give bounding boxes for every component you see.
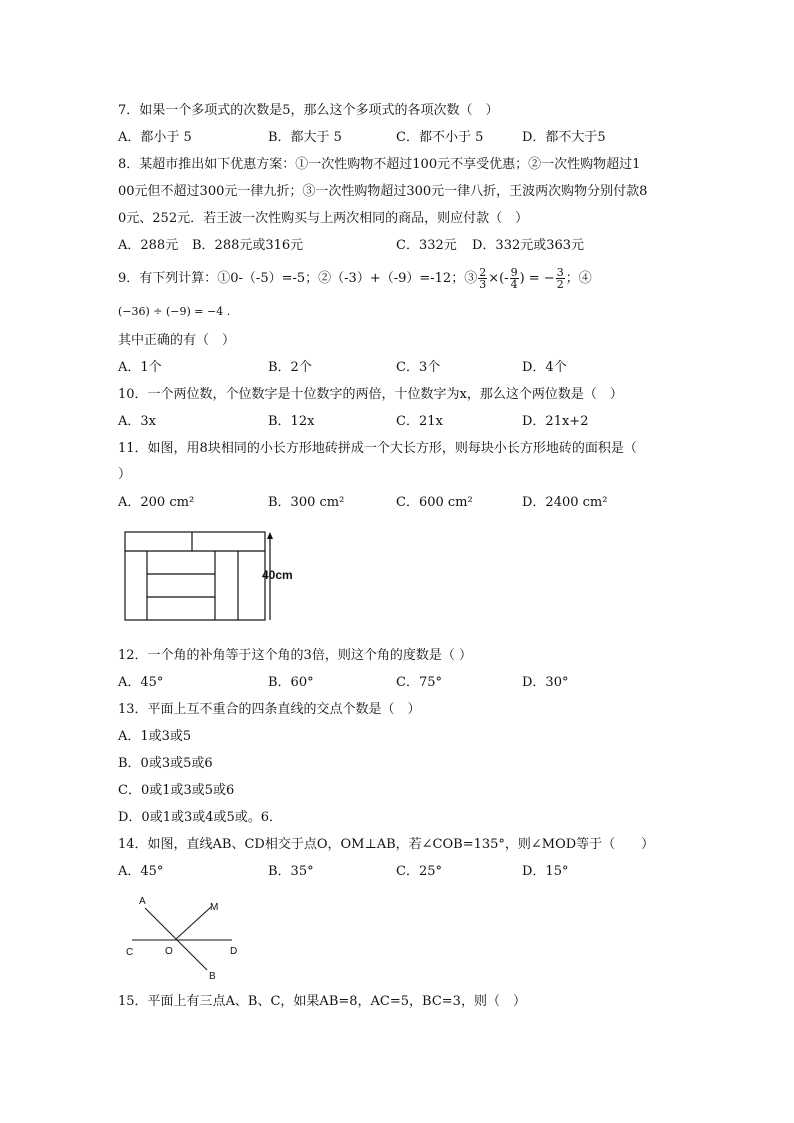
q15-stem: 15．平面上有三点A、B、C，如果AB=8，AC=5，BC=3，则（ ） (118, 994, 526, 1009)
q8-line-2: 00元但不超过300元一律九折；③一次性购物超过300元一律八折，王波两次购物分别付款8 (118, 184, 648, 199)
q13-option-a: A．1或3或5 (118, 729, 192, 744)
q10-stem: 10．一个两位数，个位数字是十位数字的两倍，十位数字为x，那么这个两位数是（ ） (118, 387, 623, 402)
q12-option-d: D．30° (522, 675, 569, 690)
q14-option-c: C．25° (396, 864, 442, 879)
q13-option-c: C．0或1或3或5或6 (118, 783, 235, 798)
q8-option-c: C．332元 (396, 238, 457, 253)
q13-option-b: B．0或3或5或6 (118, 756, 213, 771)
q10-option-a: A．3x (118, 414, 156, 429)
q9-option-b: B．2个 (268, 360, 312, 375)
outer-rectangle (125, 532, 265, 620)
q9-part2: ；④ (565, 271, 592, 286)
intersecting-lines-diagram (118, 890, 248, 982)
q7-option-d: D．都不大于5 (522, 130, 606, 145)
q9-fraction-1-num: 2 (479, 266, 487, 279)
q7-option-a: A．都小于 5 (118, 130, 192, 145)
q9-part1: 9．有下列计算：①0-（-5）=-5；②（-3）+（-9）=-12；③ (118, 271, 478, 286)
q13-option-d: D．0或1或3或4或5或。6． (118, 810, 283, 825)
q10-option-c: C．21x (396, 414, 443, 429)
q10-option-b: B．12x (268, 414, 315, 429)
q7-option-c: C．都不小于 5 (396, 130, 484, 145)
q9-fraction-2 (510, 267, 519, 290)
q7-stem: 7．如果一个多项式的次数是5，那么这个多项式的各项次数（ ） (118, 103, 499, 118)
q9-times: ×(- (488, 271, 509, 286)
ray-om (176, 907, 211, 939)
q9-option-d: D．4个 (522, 360, 567, 375)
q11-figure-label: 40cm (262, 568, 293, 582)
label-a: A (139, 896, 146, 907)
q8-line-1: 8．某超市推出如下优惠方案：①一次性购物不超过100元不享受优惠；②一次性购物超过1 (118, 157, 641, 172)
q9-line-2: (−36) ÷ (−9) = −4 . (118, 305, 231, 318)
q12-option-a: A．45° (118, 675, 164, 690)
q9-fraction-2-den: 4 (510, 278, 518, 291)
q12-stem: 12．一个角的补角等于这个角的3倍，则这个角的度数是（ ） (118, 648, 472, 663)
label-o: O (165, 946, 173, 957)
q8-option-d: D．332元或363元 (472, 238, 585, 253)
q11-stem: 11．如图，用8块相同的小长方形地砖拼成一个大长方形，则每块小长方形地砖的面积是（ (118, 441, 637, 456)
q11-figure (120, 528, 310, 628)
q9-fraction-3 (556, 267, 565, 290)
label-c: C (126, 947, 134, 958)
label-m: M (210, 902, 219, 913)
q9-fraction-2-num: 9 (510, 266, 518, 279)
q14-figure (118, 890, 248, 982)
q7-option-b: B．都大于 5 (268, 130, 342, 145)
q9-option-a: A．1个 (118, 360, 162, 375)
dimension-arrow-up (267, 532, 273, 539)
q9-fraction-3-den: 2 (556, 278, 564, 291)
q11-stem-2: ） (118, 467, 132, 482)
q12-option-c: C．75° (396, 675, 442, 690)
q11-option-d: D．2400 cm² (522, 495, 608, 510)
q8-option-b: B．288元或316元 (192, 238, 304, 253)
q11-option-c: C．600 cm² (396, 495, 473, 510)
q11-option-b: B．300 cm² (268, 495, 345, 510)
q11-option-a: A．200 cm² (118, 495, 195, 510)
label-b: B (209, 971, 216, 982)
q14-option-a: A．45° (118, 864, 164, 879)
q8-option-a: A．288元 (118, 238, 179, 253)
q12-option-b: B．60° (268, 675, 314, 690)
q9-option-c: C．3个 (396, 360, 441, 375)
q8-line-3: 0元、252元．若王波一次性购买与上两次相同的商品，则应付款（ ） (118, 211, 529, 226)
q9-fraction-1-den: 3 (479, 278, 487, 291)
q14-option-b: B．35° (268, 864, 314, 879)
label-d: D (230, 946, 238, 957)
tile-rectangle-diagram (120, 528, 310, 628)
q9-line-3: 其中正确的有（ ） (118, 333, 236, 348)
q14-stem: 14．如图，直线AB、CD相交于点O，OM⊥AB，若∠COB=135°，则∠MOD等于（ ） (118, 837, 655, 852)
q10-option-d: D．21x+2 (522, 414, 589, 429)
q13-stem: 13．平面上互不重合的四条直线的交点个数是（ ） (118, 702, 421, 717)
q9-fraction-1 (478, 267, 487, 290)
q9-stem (118, 266, 592, 292)
q9-fraction-3-num: 3 (556, 266, 564, 279)
q14-option-d: D．15° (522, 864, 569, 879)
q9-eq: ) = − (519, 271, 555, 286)
